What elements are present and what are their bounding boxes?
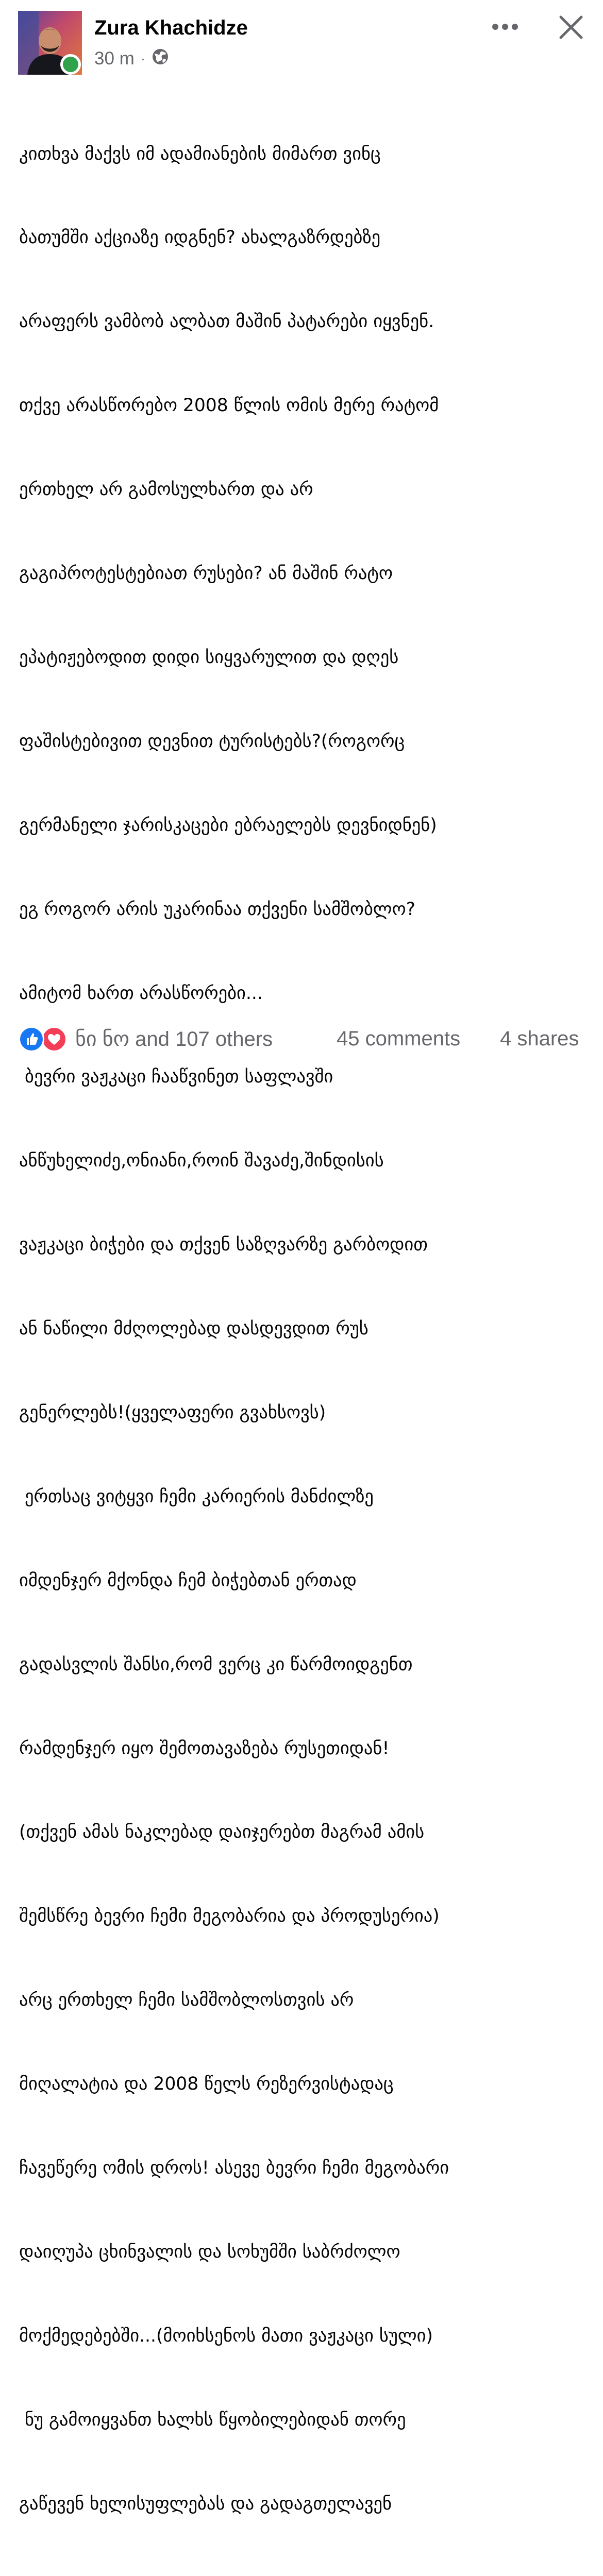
post-line: შემსწრე ბევრი ჩემი მეგობარია და პროდუსერია)	[19, 1906, 440, 1927]
post-line: ერთსაც ვიტყვი ჩემი კარიერის მანძილზე	[19, 1486, 374, 1507]
post-header	[0, 0, 603, 77]
post-line: არაფერს ვამბობ ალბათ მაშინ პატარები იყვნენ.	[19, 311, 434, 332]
author-avatar-wrap[interactable]	[18, 11, 82, 75]
shares-count[interactable]: 4 shares	[500, 1027, 579, 1050]
post-line: ანწუხელიძე,ონიანი,როინ შავაძე,შინდისის	[19, 1150, 384, 1172]
like-icon	[19, 1026, 44, 1052]
post-line: დაიღუპა ცხინვალის და სოხუმში საბრძოლო	[19, 2241, 400, 2262]
post-line	[19, 2573, 591, 2576]
post-line: მოქმედებებში...(მოიხსენოს მათი ვაჟკაცი სული)	[19, 2325, 433, 2346]
close-icon[interactable]	[557, 13, 585, 42]
post-line: კითხვა მაქვს იმ ადამიანების მიმართ ვინც	[19, 143, 381, 164]
post-line: ბათუმში აქციაზე იდგნენ? ახალგაზრდებზე	[19, 227, 381, 248]
post-line: იმდენჯერ მქონდა ჩემ ბიჭებთან ერთად	[19, 1570, 357, 1591]
online-status-dot	[60, 54, 81, 75]
post-line: ბევრი ვაჟკაცი ჩააწვინეთ საფლავში	[19, 1066, 333, 1088]
post-line: გერმანელი ჯარისკაცები ებრაელებს დევნიდნენ)	[19, 815, 437, 836]
post-line: ამიტომ ხართ არასწორები...	[19, 982, 263, 1004]
post-line: ეპატიჟებოდით დიდი სიყვარულით და დღეს	[19, 647, 399, 668]
reaction-icons[interactable]	[19, 1026, 70, 1053]
post-line: ფაშისტებივით დევნით ტურისტებს?(როგორც	[19, 731, 405, 752]
post-engagement-bar	[0, 1025, 603, 1054]
comments-count[interactable]: 45 comments	[337, 1027, 461, 1050]
globe-icon	[152, 48, 169, 70]
post-line: ვაჟკაცი ბიჭები და თქვენ საზღვარზე გარბოდით	[19, 1234, 428, 1256]
meta-separator: ·	[140, 50, 146, 66]
post-line: გადასვლის შანსი,რომ ვერც კი წარმოიდგენთ	[19, 1654, 413, 1675]
post-line: ნუ გამოიყვანთ ხალხს წყობილებიდან თორე	[19, 2409, 406, 2430]
post-timestamp[interactable]: 30 m	[94, 48, 135, 69]
author-name[interactable]: Zura Khachidze	[94, 16, 248, 39]
post-line: ან ნაწილი მძღოლებად დასდევდით რუს	[19, 1318, 368, 1340]
love-icon	[41, 1026, 67, 1052]
post-line: ერთხელ არ გამოსულხართ და არ	[19, 479, 313, 500]
more-horizontal-icon[interactable]	[490, 15, 521, 38]
post-line: თქვე არასწორებო 2008 წლის ომის მერე რატომ	[19, 395, 439, 416]
post-line: ეგ როგორ არის უკარინაა თქვენი სამშობლო?	[19, 899, 415, 920]
post-line: ჩავეწერე ომის დროს! ასევე ბევრი ჩემი მეგობარი	[19, 2157, 449, 2178]
post-line: გენერლებს!(ყველაფერი გვახსოვს)	[19, 1402, 326, 1423]
post-line: რამდენჯერ იყო შემოთავაზება რუსეთიდან!	[19, 1738, 390, 1759]
post-line: არც ერთხელ ჩემი სამშობლოსთვის არ	[19, 1990, 354, 2011]
post-meta	[94, 47, 169, 70]
post-line: (თქვენ ამას ნაკლებად დაიჯერებთ მაგრამ ამის	[19, 1822, 425, 1843]
post-line: მიღალატია და 2008 წელს რეზერვისტადაც	[19, 2074, 394, 2095]
post-line: გაგიპროტესტებიათ რუსები? ან მაშინ რატო	[19, 563, 393, 584]
post-body	[19, 84, 591, 2576]
reaction-summary[interactable]: ნი ნო and 107 others	[75, 1028, 273, 1050]
post-line: გაწევენ ხელისუფლებას და გადაგთელავენ	[19, 2493, 392, 2514]
